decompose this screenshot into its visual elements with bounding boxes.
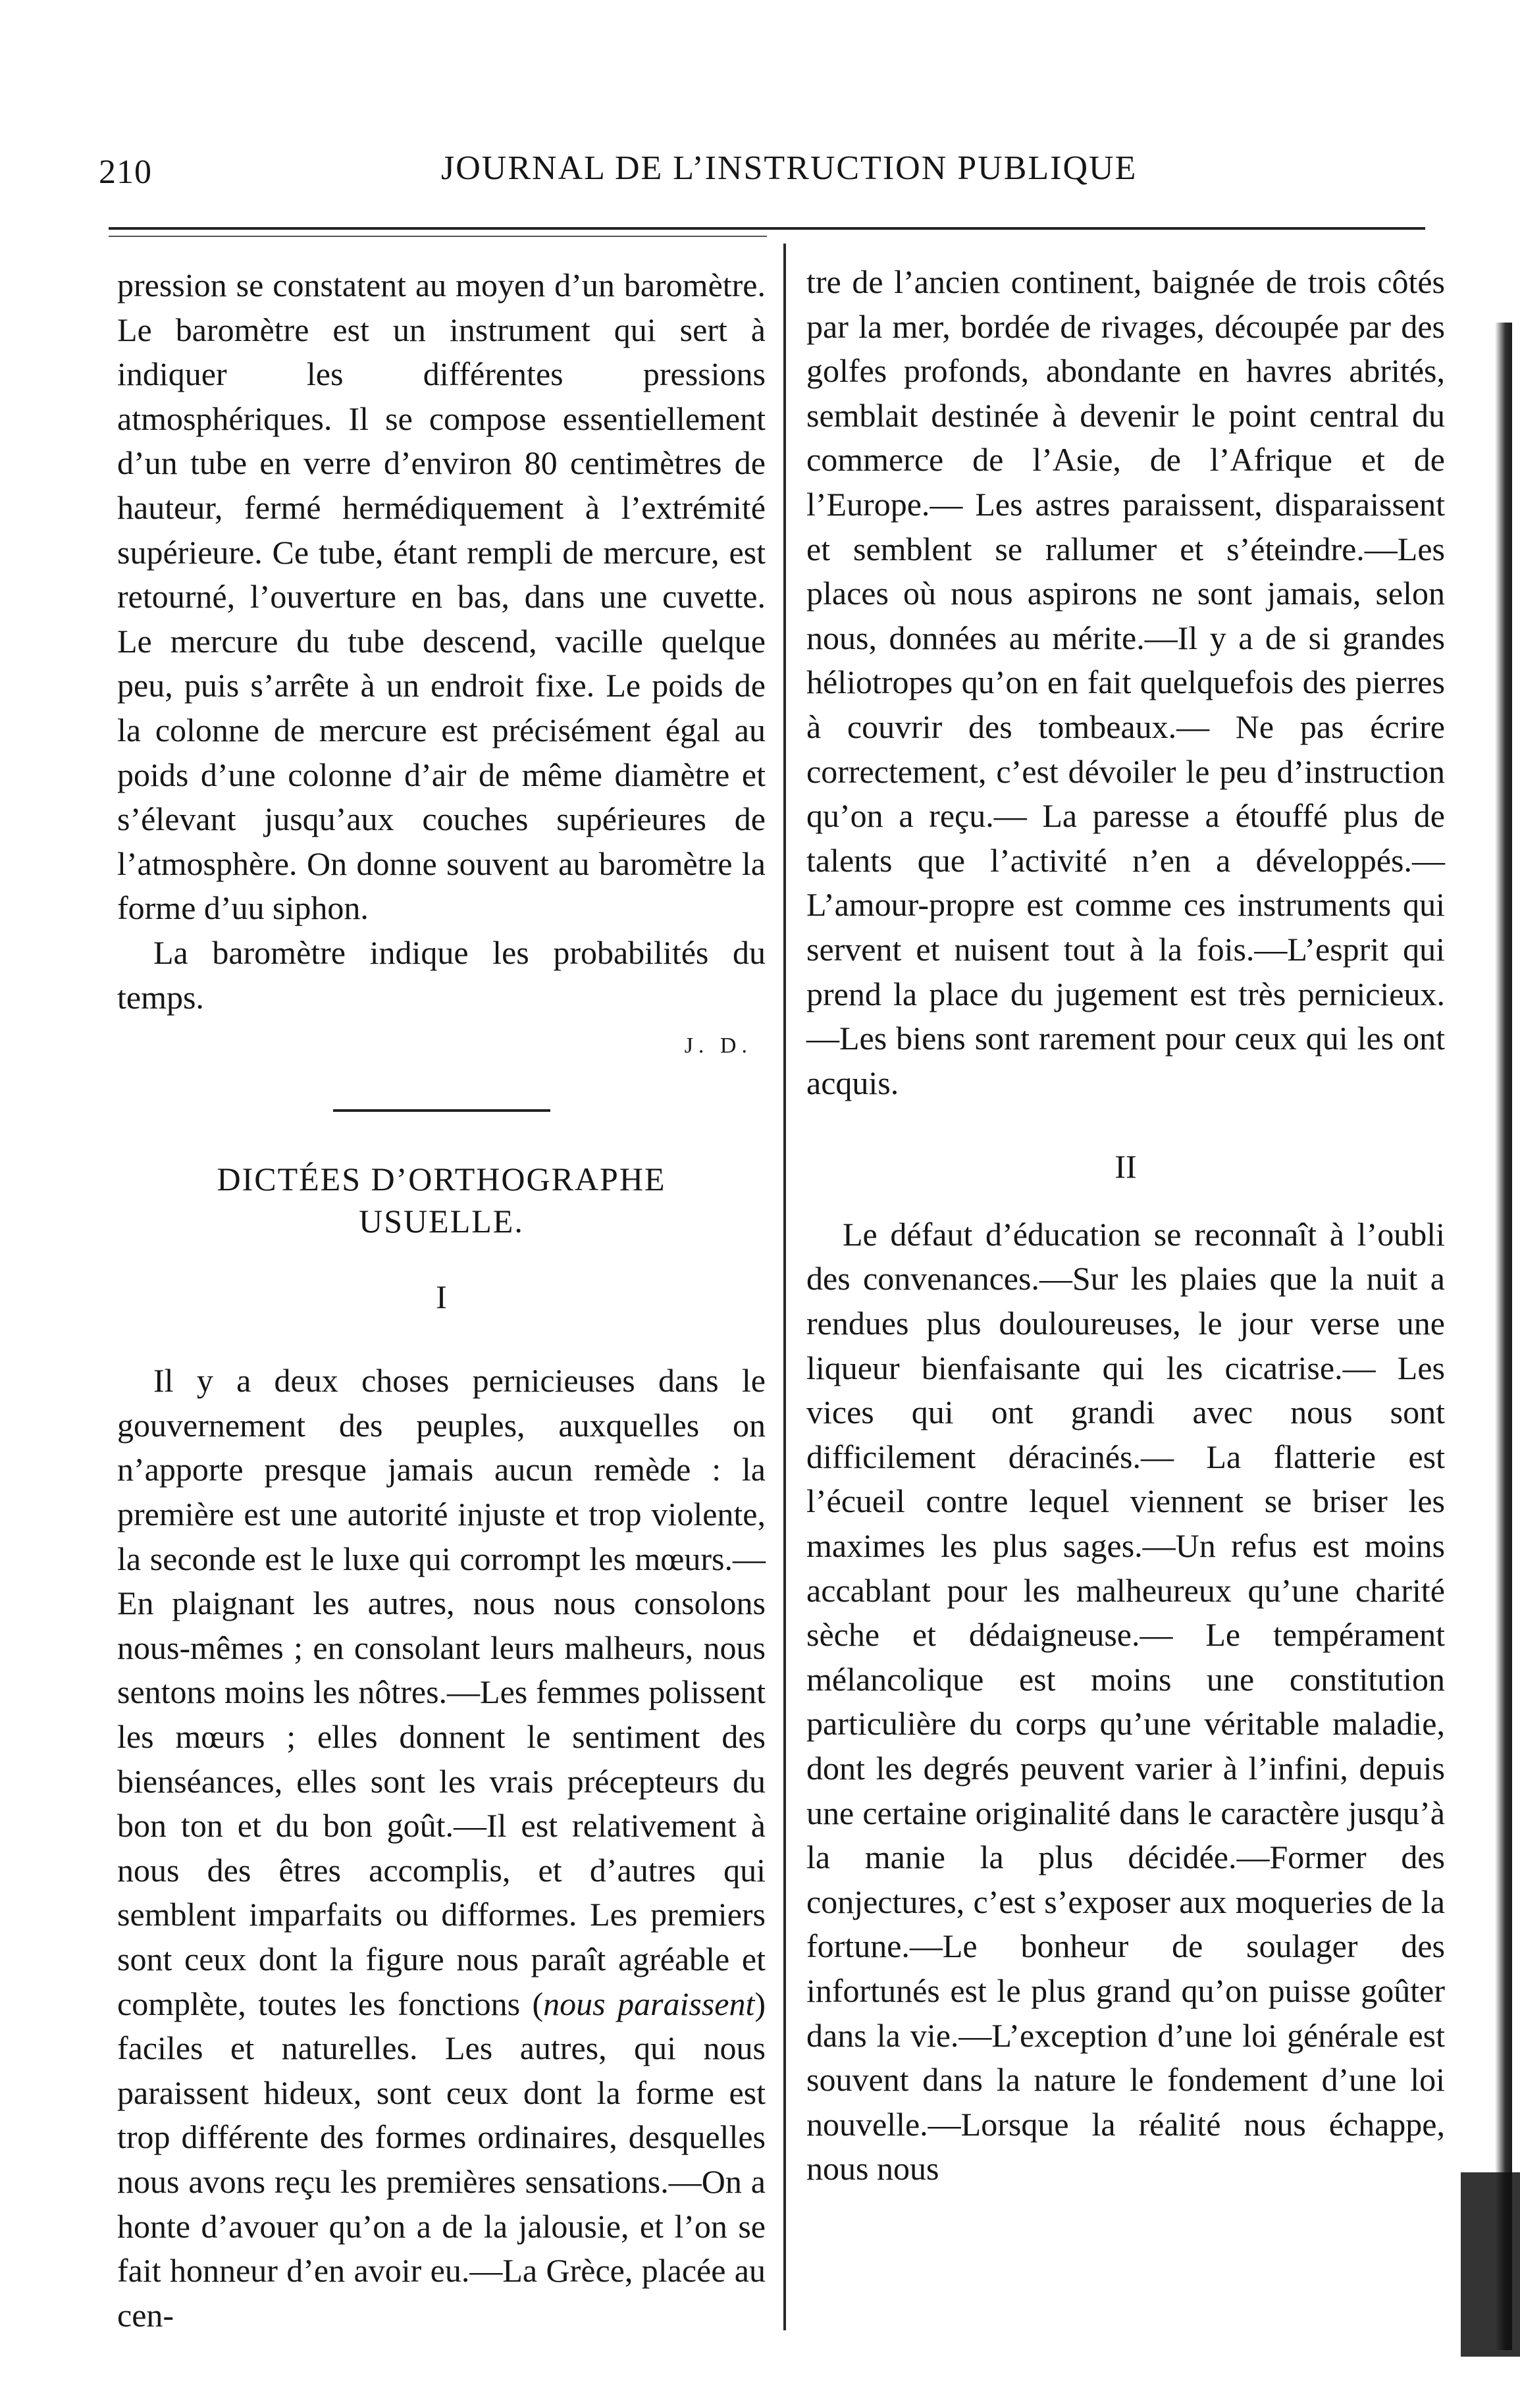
page-number: 210 [99, 153, 152, 191]
section-title [117, 1158, 766, 1242]
dictation-1-text-a: Il y a deux choses pernicieuses dans le gouvernement des peuples, auxquelles on n’apporte presque jamais aucun remède : la première est une autorité injuste et trop violente, la seconde est le luxe qui corrompt les mœurs.—En plaignant les autres, nous nous consolons nous-mêmes ; en consolant leurs malheurs, nous sentons moins les nôtres.—Les femmes polissent les mœurs ; elles donnent le sentiment des bienséances, elles sont les vrais précepteurs du bon ton et du bon goût.—Il est relativement à nous des êtres accomplis, et d’autres qui semblent imparfaits ou difformes. Les premiers sont ceux dont la figure nous paraît agréable et complète, toutes les fonctions ( [117, 1362, 766, 2022]
left-column [117, 263, 766, 2338]
page-corner-shadow [1461, 2172, 1520, 2357]
running-title: JOURNAL DE L’INSTRUCTION PUBLIQUE [441, 149, 1138, 187]
intro-paragraph: pression se constatent au moyen d’un baromètre. Le baromètre est un instrument qui sert à indiquer les différentes pressions atmosphériques. Il se compose essentiellement d’un tube en verre d’environ 80 centimètres de hauteur, fermé hermédiquement à l’extrémité supérieure. Ce tube, étant rempli de mercure, est retourné, l’ouverture en bas, dans une cuvette. Le mercure du tube descend, vacille quelque peu, puis s’arrête à un endroit fixe. Le poids de la colonne de mercure est précisément égal au poids d’une colonne d’air de même diamètre et s’élevant jusqu’aux couches supérieures de l’atmosphère. On donne souvent au baromètre la forme d’uu siphon. [117, 267, 766, 927]
continuation-paragraph: tre de l’ancien continent, baignée de trois côtés par la mer, bordée de rivages, découpée par des golfes profonds, abondante en havres abrités, semblait destinée à devenir le point central du commerce de l’Asie, de l’Afrique et de l’Europe.— Les astres paraissent, disparaissent et semblent se rallumer et s’éteindre.—Les places où nous aspirons ne sont jamais, selon nous, données au mérite.—Il y a de si grandes héliotropes qu’on en fait quelquefois des pierres à couvrir des tombeaux.— Ne pas écrire correctement, c’est dévoiler le peu d’instruction qu’on a reçu.— La paresse a étouffé plus de talents que l’activité n’en a développés.—L’amour-propre est comme ces instruments qui servent et nuisent tout à la fois.—L’esprit qui prend la place du jugement est très pernicieux.—Les biens sont rarement pour ceux qui les ont acquis. [806, 263, 1445, 1101]
dictation-2-paragraph: Le défaut d’éducation se reconnaît à l’oubli des convenances.—Sur les plaies que la nuit a rendues plus douloureuses, le jour verse une liqueur bienfaisante qui les cicatrise.— Les vices qui ont grandi avec nous sont difficilement déracinés.— La flatterie est l’écueil contre lequel viennent se briser les maximes les plus sages.—Un refus est moins accablant pour les malheureux qu’une charité sèche et dédaigneuse.— Le tempérament mélancolique est moins une constitution particulière du corps qu’une véritable maladie, dont les degrés peuvent varier à l’infini, depuis une certaine originalité dans le caractère jusqu’à la manie la plus décidée.—Former des conjectures, c’est s’exposer aux moqueries de la fortune.—Le bonheur de soulager des infortunés est le plus grand qu’on puisse goûter dans la vie.—L’exception d’une loi générale est souvent dans la nature le fondement d’une loi nouvelle.—Lorsque la réalité nous échappe, nous nous [806, 1215, 1445, 2187]
dictation-1-text-b: ) faciles et naturelles. Les autres, qui nous paraissent hideux, sont ceux dont la forme est trop différente des formes ordinaires, desquelles nous avons reçu les premières sensations.—On a honte d’avouer qu’on a de la jalousie, et l’on se fait honneur d’en avoir eu.—La Grèce, placée au cen- [117, 1985, 766, 2334]
section-title-line-2: USUELLE. [359, 1202, 524, 1240]
right-column [806, 260, 1445, 2191]
dictation-1-paragraph [117, 1359, 766, 2338]
page-edge-shadow [1495, 323, 1512, 2350]
section-numeral-2: II [1114, 1148, 1137, 1186]
section-rule [333, 1109, 550, 1112]
signature: J. D. [684, 1034, 752, 1059]
section-numeral-1: I [436, 1278, 447, 1315]
section-title-line-1: DICTÉES D’ORTHOGRAPHE [217, 1160, 666, 1197]
header-rule [109, 227, 1425, 230]
header-rule-secondary [109, 236, 767, 237]
column-divider [783, 244, 786, 2330]
closing-sentence: La baromètre indique les probabilités du temps. [117, 933, 766, 1016]
page-header [99, 149, 1205, 205]
dictation-1-italic: nous paraissent [543, 1985, 755, 2022]
